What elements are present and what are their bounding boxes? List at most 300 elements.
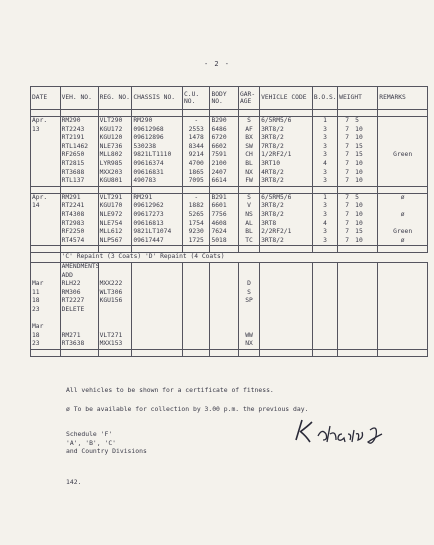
vehicle-code-cell-value: 1/2RF2/1 (261, 151, 292, 159)
amend-date-cell-value: Mar (32, 323, 44, 331)
weight-tons: 7 (345, 125, 350, 133)
bos-cell-value: 4 (323, 159, 327, 167)
body-number-cell-value: 6614 (211, 177, 227, 185)
column-header: B.O.S. (312, 87, 337, 110)
registration-cell-value: MLL612 (99, 228, 123, 236)
spacer-cell (31, 349, 61, 356)
spacer-cell (378, 246, 428, 253)
cu-number-cell-value: - (194, 193, 199, 201)
registration-cell-value: KGU170 (99, 202, 123, 210)
chassis-cell (132, 117, 183, 187)
body-number-cell-value: 6601 (211, 202, 227, 210)
empty-cell (338, 262, 378, 349)
body-number-cell-value: 4608 (211, 219, 227, 227)
vehicle-number-cell-value: RT2983 (61, 219, 85, 227)
spacer-cell (60, 246, 98, 253)
weight-value (339, 126, 376, 135)
weight-cwt: 10 (355, 177, 363, 185)
chassis-cell-value: 09616831 (133, 168, 164, 176)
garage-cell-value: V (247, 202, 251, 210)
body-number-cell-value: 2100 (211, 159, 227, 167)
amend-registration-cell-value (100, 323, 131, 332)
note-certificate: All vehicles to be shown for a certificate of fitness. (66, 386, 274, 394)
weight-tons: 7 (345, 142, 350, 150)
registration-cell-value: KGU172 (99, 125, 123, 133)
spacer-cell (98, 246, 132, 253)
chassis-cell-value: 09616813 (133, 219, 164, 227)
weight-value (339, 169, 376, 178)
spacer-cell (60, 349, 98, 356)
weight-tons: 7 (345, 168, 350, 176)
amend-garage-cell-value (240, 306, 258, 315)
bos-cell (312, 117, 337, 187)
spacer-cell (238, 186, 259, 193)
remarks-cell (378, 193, 428, 246)
spacer-cell (238, 246, 259, 253)
repaint-header: 'C' Repaint (3 Coats) 'D' Repaint (4 Coats) (60, 253, 427, 263)
empty-cell (132, 262, 183, 349)
registration-cell (98, 117, 132, 187)
schedule-block (66, 430, 147, 456)
weight-cwt: 10 (355, 134, 363, 142)
amend-vehicle-cell-value (62, 323, 97, 332)
amend-registration-cell-value (100, 272, 131, 281)
bos-cell-value: 3 (323, 134, 327, 142)
cu-number-cell-value: 9230 (188, 228, 204, 236)
remarks-cell-value (379, 160, 426, 169)
schedule-line: 'A', 'B', 'C' (66, 438, 117, 447)
vehicle-code-cell (260, 193, 313, 246)
vehicle-number-cell-value: RTL1462 (61, 142, 89, 150)
registration-cell-value: NLE754 (99, 219, 123, 227)
handwritten-signature (290, 412, 390, 452)
vehicle-number-cell-value: RT4574 (61, 236, 85, 244)
remarks-cell-value: Green (393, 151, 413, 159)
registration-cell-value: KGU801 (99, 177, 123, 185)
amend-vehicle-cell-value: RLH22 (61, 280, 81, 288)
bos-cell-value: 3 (323, 142, 327, 150)
weight-value (339, 237, 376, 246)
amend-garage-cell-value (240, 323, 258, 332)
amend-vehicle-cell-value: AMENDMENTS (61, 262, 100, 270)
spacer-cell (132, 246, 183, 253)
spacer-cell (260, 110, 313, 117)
cu-number-cell-value: - (194, 117, 199, 124)
garage-cell-value: AL (245, 219, 253, 227)
chassis-cell-value: 09612962 (133, 202, 164, 210)
amend-vehicle-cell-value: DELETE (61, 305, 85, 313)
weight-tons: 7 (345, 202, 350, 210)
vehicle-number-cell-value: RM290 (61, 117, 81, 124)
garage-cell-value: FW (245, 177, 253, 185)
chassis-cell-value: RM290 (133, 117, 153, 124)
spacer-cell (183, 110, 210, 117)
remarks-cell-value: ø (400, 236, 405, 244)
table-row (31, 117, 428, 187)
remarks-cell-value (379, 177, 426, 186)
vehicle-code-cell-value: 4RT8/2 (261, 168, 284, 176)
registration-cell-value: NLE972 (99, 210, 123, 218)
spacer-cell (378, 186, 428, 193)
registration-cell-value: KGU120 (99, 134, 123, 142)
spacer-cell (238, 349, 259, 356)
garage-cell-value: CH (245, 151, 253, 159)
weight-tons: 7 (345, 210, 350, 218)
cu-number-cell-value: 7095 (188, 177, 204, 185)
bos-cell-value: 3 (323, 236, 327, 244)
weight-tons: 7 (345, 193, 350, 201)
amend-registration-cell-value: WLT306 (99, 288, 123, 296)
vehicle-code-cell (260, 117, 313, 187)
spacer-cell (260, 186, 313, 193)
remarks-cell-value: Green (393, 228, 413, 236)
spacer-cell (378, 349, 428, 356)
bos-cell-value: 3 (323, 202, 327, 210)
body-number-cell-value: 7624 (211, 228, 227, 236)
amend-vehicle-cell (60, 262, 98, 349)
column-header: C.U. NO. (183, 87, 210, 110)
amend-date-cell-value: 18 (32, 297, 40, 305)
column-header: REMARKS (378, 87, 428, 110)
body-number-cell-value: B290 (211, 117, 227, 124)
vehicle-number-cell-value: RF2250 (61, 228, 85, 236)
date-cell-value: Apr. (32, 193, 48, 201)
amend-registration-cell-value (100, 306, 131, 315)
spacer-cell (238, 110, 259, 117)
amend-vehicle-cell-value: RM271 (61, 331, 81, 339)
amend-vehicle-cell-value (62, 314, 97, 323)
repaint-row (31, 253, 428, 263)
remarks-cell-value: ø (400, 210, 405, 218)
cu-number-cell (183, 117, 210, 187)
amend-registration-cell-value: MXX222 (99, 280, 123, 288)
weight-value (339, 228, 376, 237)
chassis-cell-value: 09617447 (133, 236, 164, 244)
spacer-cell (378, 110, 428, 117)
body-number-cell-value: 7591 (211, 151, 227, 159)
weight-value (339, 151, 376, 160)
weight-cwt: 15 (355, 151, 363, 159)
cu-number-cell-value: 2553 (188, 125, 204, 133)
remarks-cell-value: ø (400, 193, 405, 201)
column-header: VEHICLE CODE (260, 87, 313, 110)
weight-cwt: 10 (355, 202, 363, 210)
bos-cell-value: 1 (323, 117, 327, 124)
amend-date-cell (31, 262, 61, 349)
amend-garage-cell-value: S (247, 288, 251, 296)
remarks-cell-value (379, 220, 426, 229)
weight-value (339, 117, 376, 126)
bos-cell-value: 3 (323, 151, 327, 159)
chassis-cell-value: 9821LT1074 (133, 228, 172, 236)
amend-date-cell-value (32, 263, 59, 272)
spacer-cell (31, 110, 61, 117)
spacer-cell (312, 186, 337, 193)
remarks-cell-value (379, 117, 426, 126)
amend-registration-cell-value (100, 263, 131, 272)
spacer-cell (260, 349, 313, 356)
amend-date-cell-value (32, 272, 59, 281)
empty-cell (378, 262, 428, 349)
garage-cell-value: BX (245, 134, 253, 142)
spacer-cell (312, 246, 337, 253)
amend-garage-cell-value: D (247, 280, 251, 288)
garage-cell-value: BL (245, 228, 253, 236)
body-number-cell-value: 2407 (211, 168, 227, 176)
weight-cwt: 10 (355, 210, 363, 218)
vehicle-code-cell-value: 3RT10 (261, 159, 281, 167)
weight-cwt: 10 (355, 168, 363, 176)
spacer-cell (98, 349, 132, 356)
registration-cell-value: NLP567 (99, 236, 123, 244)
amend-garage-cell-value: WW (245, 331, 253, 339)
page-number: - 2 - (203, 60, 231, 68)
bos-cell-value: 4 (323, 219, 327, 227)
cu-number-cell-value: 5265 (188, 210, 204, 218)
weight-cwt: 10 (355, 236, 363, 244)
spacer-cell (183, 186, 210, 193)
weight-cell (338, 117, 378, 187)
weight-tons: 7 (345, 236, 350, 244)
registration-cell-value: NLE736 (99, 142, 123, 150)
amend-registration-cell (98, 262, 132, 349)
spacer-cell (338, 110, 378, 117)
amend-date-cell-value: 23 (32, 305, 40, 313)
vehicle-code-cell-value: 3RT8 (261, 219, 277, 227)
garage-cell-value: S (247, 117, 251, 124)
spacer-cell (210, 349, 239, 356)
vehicle-register-table (30, 86, 428, 357)
remarks-cell-value (379, 126, 426, 135)
spacer-cell (210, 246, 239, 253)
spacer-cell (60, 186, 98, 193)
garage-cell-value: NX (245, 168, 253, 176)
cu-number-cell-value: 1882 (188, 202, 204, 210)
spacer-cell (312, 110, 337, 117)
column-header: CHASSIS NO. (132, 87, 183, 110)
date-cell (31, 117, 61, 187)
spacer-cell (98, 110, 132, 117)
spacer-cell (31, 186, 61, 193)
vehicle-code-cell-value: 3RT8/2 (261, 134, 284, 142)
remarks-cell-value (379, 134, 426, 143)
amend-garage-cell-value: SP (245, 297, 253, 305)
body-number-cell-value: 6602 (211, 142, 227, 150)
garage-cell-value: S (247, 193, 251, 201)
vehicle-number-cell-value: RT2243 (61, 125, 85, 133)
spacer-cell (183, 349, 210, 356)
vehicle-number-cell-value: RTL137 (61, 177, 85, 185)
vehicle-number-cell-value: RF2650 (61, 151, 85, 159)
garage-cell (238, 117, 259, 187)
body-number-cell-value: 5018 (211, 236, 227, 244)
vehicle-code-cell-value: 3RT8/2 (261, 202, 284, 210)
garage-cell-value: TC (245, 236, 253, 244)
remarks-cell-value (379, 169, 426, 178)
date-cell (31, 193, 61, 246)
spacer-cell (31, 253, 61, 263)
empty-cell (183, 262, 210, 349)
column-header: VEH. NO. (60, 87, 98, 110)
vehicle-number-cell-value: RT4308 (61, 210, 85, 218)
column-header: WEIGHT (338, 87, 378, 110)
reference-number: 142. (66, 478, 82, 486)
body-number-cell (210, 193, 239, 246)
body-number-cell-value: 7756 (211, 210, 227, 218)
amend-vehicle-cell-value: RT3638 (61, 340, 85, 348)
bos-cell (312, 193, 337, 246)
weight-tons: 7 (345, 117, 350, 124)
amend-garage-cell-value (240, 272, 258, 281)
weight-value (339, 202, 376, 211)
weight-cwt: 10 (355, 125, 363, 133)
weight-cwt: 10 (355, 159, 363, 167)
column-header: REG. NO. (98, 87, 132, 110)
remarks-cell-value (379, 143, 426, 152)
spacer-cell (210, 186, 239, 193)
spacer-cell (31, 246, 61, 253)
vehicle-number-cell-value: RT3688 (61, 168, 85, 176)
registration-cell-value: MXX203 (99, 168, 123, 176)
chassis-cell-value: 490783 (133, 177, 157, 185)
amend-vehicle-cell-value: RM306 (61, 288, 81, 296)
amendments-row (31, 262, 428, 349)
cu-number-cell-value: 1725 (188, 236, 204, 244)
notes (66, 386, 308, 424)
empty-cell (312, 262, 337, 349)
spacer-cell (338, 246, 378, 253)
body-number-cell (210, 117, 239, 187)
vehicle-code-cell-value: 2/2RF2/1 (261, 228, 292, 236)
cu-number-cell-value: 1865 (188, 168, 204, 176)
chassis-cell-value: 9821LT1110 (133, 151, 172, 159)
remarks-cell-value (379, 202, 426, 211)
vehicle-code-cell-value: 6/5RM5/6 (261, 117, 292, 124)
garage-cell-value: AF (245, 125, 253, 133)
table-row (31, 193, 428, 246)
amend-vehicle-cell-value: RT2227 (61, 297, 85, 305)
weight-tons: 7 (345, 228, 350, 236)
chassis-cell-value: 09612968 (133, 125, 164, 133)
spacer-cell (183, 246, 210, 253)
weight-value (339, 134, 376, 143)
vehicle-code-cell-value: 3RT8/2 (261, 210, 284, 218)
garage-cell-value: BL (245, 159, 253, 167)
spacer-cell (260, 246, 313, 253)
weight-tons: 7 (345, 219, 350, 227)
weight-value (339, 177, 376, 186)
registration-cell-value: MLL802 (99, 151, 123, 159)
cu-number-cell-value: 8344 (188, 142, 204, 150)
column-header: DATE (31, 87, 61, 110)
amend-registration-cell-value (100, 314, 131, 323)
chassis-cell-value: 530238 (133, 142, 157, 150)
weight-cwt: 15 (355, 228, 363, 236)
vehicle-code-cell-value: 3RT8/2 (261, 177, 284, 185)
spacer-cell (132, 186, 183, 193)
spacer-cell (60, 110, 98, 117)
bos-cell-value: 3 (323, 177, 327, 185)
chassis-cell-value: 09616374 (133, 159, 164, 167)
weight-value (339, 211, 376, 220)
cu-number-cell-value: 1478 (188, 134, 204, 142)
chassis-cell (132, 193, 183, 246)
amend-date-cell-value (32, 314, 59, 323)
chassis-cell-value: RM291 (133, 193, 153, 201)
weight-cwt: 5 (355, 117, 359, 124)
cu-number-cell-value: 9214 (188, 151, 204, 159)
registration-cell (98, 193, 132, 246)
body-number-cell-value: B291 (211, 193, 227, 201)
bos-cell-value: 3 (323, 210, 327, 218)
spacer-cell (338, 186, 378, 193)
amend-garage-cell-value (240, 263, 258, 272)
weight-value (339, 143, 376, 152)
vehicle-number-cell-value: RT2191 (61, 134, 85, 142)
vehicle-number-cell-value: RT2815 (61, 159, 85, 167)
weight-cwt: 10 (355, 219, 363, 227)
vehicle-number-cell-value: RT2241 (61, 202, 85, 210)
weight-value (339, 220, 376, 229)
spacer-cell (338, 349, 378, 356)
spacer-cell (210, 110, 239, 117)
table-header-row (31, 87, 428, 110)
bos-cell-value: 1 (323, 193, 327, 201)
garage-cell (238, 193, 259, 246)
registration-cell-value: VLT291 (99, 193, 123, 201)
bos-cell-value: 3 (323, 168, 327, 176)
weight-cell (338, 193, 378, 246)
spacer-cell (98, 186, 132, 193)
registration-cell-value: LYR985 (99, 159, 123, 167)
weight-cwt: 15 (355, 142, 363, 150)
cu-number-cell-value: 1754 (188, 219, 204, 227)
remarks-cell (378, 117, 428, 187)
chassis-cell-value: 09617273 (133, 210, 164, 218)
amend-garage-cell (238, 262, 259, 349)
amend-garage-cell-value: NX (245, 340, 253, 348)
column-header: GAR-AGE (238, 87, 259, 110)
cu-number-cell-value: 4700 (188, 159, 204, 167)
vehicle-number-cell (60, 193, 98, 246)
vehicle-number-cell-value: RM291 (61, 193, 81, 201)
amend-date-cell-value: Mar (32, 280, 44, 288)
amend-registration-cell-value: VLT271 (99, 331, 123, 339)
date-cell-value: 13 (32, 125, 40, 133)
weight-tons: 7 (345, 177, 350, 185)
cu-number-cell (183, 193, 210, 246)
garage-cell-value: NS (245, 210, 253, 218)
vehicle-code-cell-value: 3RT8/2 (261, 236, 284, 244)
amend-garage-cell-value (240, 314, 258, 323)
spacer-cell (132, 110, 183, 117)
date-cell-value: 14 (32, 202, 40, 210)
amend-date-cell-value: 23 (32, 340, 40, 348)
amend-registration-cell-value: MXX153 (99, 340, 123, 348)
body-number-cell-value: 6720 (211, 134, 227, 142)
registration-cell-value: VLT290 (99, 117, 123, 124)
vehicle-code-cell-value: 7RT8/2 (261, 142, 284, 150)
schedule-line: Schedule 'F' (66, 430, 113, 438)
vehicle-code-cell-value: 6/5RM5/6 (261, 193, 292, 201)
vehicle-number-cell (60, 117, 98, 187)
spacer-cell (132, 349, 183, 356)
weight-value (339, 160, 376, 169)
note-collection: ø To be available for collection by 3.00 p.m. the previous day. (66, 405, 309, 413)
amend-date-cell-value: 18 (32, 331, 40, 339)
weight-cwt: 5 (355, 193, 359, 201)
spacer-cell (312, 349, 337, 356)
